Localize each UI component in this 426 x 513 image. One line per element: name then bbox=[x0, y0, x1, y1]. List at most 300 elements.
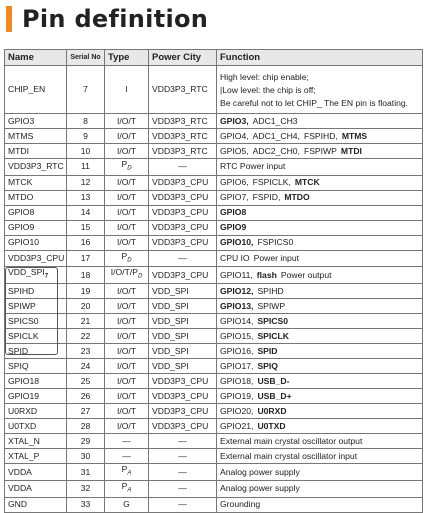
cell-name bbox=[5, 205, 67, 220]
pin-type: I/O/T/P bbox=[110, 267, 138, 278]
cell-function bbox=[217, 159, 423, 176]
cell-type bbox=[105, 129, 149, 144]
table-row bbox=[5, 66, 423, 114]
pin-type: I/O/T bbox=[116, 207, 137, 218]
cell-function bbox=[217, 66, 423, 114]
cell-power bbox=[149, 419, 217, 434]
cell-type bbox=[105, 497, 149, 512]
cell-type bbox=[105, 344, 149, 359]
function-part: SPICLK bbox=[257, 330, 289, 341]
table-row bbox=[5, 220, 423, 235]
pin-name: SPICS0 bbox=[8, 315, 39, 326]
power-domain: VDD_SPI bbox=[152, 360, 189, 371]
power-domain: VDD3P3_CPU bbox=[152, 207, 209, 218]
cell-power bbox=[149, 344, 217, 359]
cell-type bbox=[105, 284, 149, 299]
cell-power bbox=[149, 235, 217, 250]
pin-type-sub: D bbox=[137, 274, 143, 281]
table-row bbox=[5, 449, 423, 464]
cell-type bbox=[105, 464, 149, 481]
pin-name-sub: 7 bbox=[44, 274, 49, 281]
cell-serial bbox=[67, 464, 105, 481]
function-part: ADC1_CH3 bbox=[252, 115, 298, 126]
pin-type: I/O/T bbox=[116, 192, 137, 203]
pin-type-sub: A bbox=[127, 487, 132, 494]
function-line: |Low level: the chip is off; bbox=[220, 84, 316, 95]
table-row bbox=[5, 480, 423, 497]
cell-power bbox=[149, 359, 217, 374]
power-domain: VDD3P3_RTC bbox=[152, 145, 208, 156]
cell-serial bbox=[67, 374, 105, 389]
function-part: FSPIHD, bbox=[303, 130, 338, 141]
pin-name: GPIO8 bbox=[8, 207, 35, 218]
title-row bbox=[6, 2, 208, 36]
pin-name: U0TXD bbox=[8, 420, 37, 431]
pin-name: U0RXD bbox=[8, 405, 38, 416]
table-row bbox=[5, 159, 423, 176]
power-domain: VDD3P3_CPU bbox=[152, 375, 209, 386]
pin-type: I/O/T bbox=[116, 405, 137, 416]
function-part: USB_D+ bbox=[257, 390, 292, 401]
pin-name: XTAL_N bbox=[8, 435, 40, 446]
cell-function bbox=[217, 389, 423, 404]
serial-number: 9 bbox=[83, 130, 88, 141]
serial-number: 31 bbox=[80, 466, 91, 477]
pin-name: MTCK bbox=[8, 177, 33, 188]
cell-type bbox=[105, 314, 149, 329]
pin-type-sub: D bbox=[127, 257, 132, 264]
cell-power bbox=[149, 374, 217, 389]
power-domain: VDD_SPI bbox=[152, 345, 189, 356]
cell-function bbox=[217, 205, 423, 220]
pin-type-sub: D bbox=[127, 165, 132, 172]
serial-number: 15 bbox=[80, 222, 91, 233]
serial-number: 18 bbox=[80, 269, 91, 280]
power-domain: VDD3P3_CPU bbox=[152, 192, 209, 203]
cell-name bbox=[5, 250, 67, 267]
function-part: USB_D- bbox=[257, 375, 290, 386]
function-part: GPIO13, bbox=[220, 300, 254, 311]
cell-name bbox=[5, 404, 67, 419]
cell-power bbox=[149, 464, 217, 481]
cell-name bbox=[5, 114, 67, 129]
pin-type: P bbox=[121, 464, 128, 475]
cell-function bbox=[217, 114, 423, 129]
cell-function bbox=[217, 374, 423, 389]
function-line: High level: chip enable; bbox=[220, 71, 309, 82]
table-row bbox=[5, 329, 423, 344]
pin-type: — bbox=[122, 450, 131, 461]
pin-name: SPIWP bbox=[8, 300, 36, 311]
power-domain: — bbox=[178, 450, 187, 461]
pin-name: GPIO3 bbox=[8, 115, 35, 126]
table-row bbox=[5, 235, 423, 250]
function-part: External main crystal oscillator input bbox=[220, 450, 358, 461]
power-domain: VDD_SPI bbox=[152, 330, 189, 341]
power-domain: VDD3P3_CPU bbox=[152, 420, 209, 431]
cell-power bbox=[149, 190, 217, 205]
cell-serial bbox=[67, 235, 105, 250]
cell-name bbox=[5, 389, 67, 404]
header-function: Function bbox=[217, 50, 423, 66]
power-domain: VDD3P3_RTC bbox=[152, 84, 208, 94]
pin-type: I/O/T bbox=[116, 345, 137, 356]
cell-name bbox=[5, 284, 67, 299]
serial-number: 28 bbox=[80, 420, 91, 431]
serial-number: 21 bbox=[80, 315, 91, 326]
pin-type: G bbox=[123, 499, 130, 510]
pin-type: I/O/T bbox=[116, 222, 137, 233]
table-row bbox=[5, 404, 423, 419]
cell-serial bbox=[67, 114, 105, 129]
cell-name bbox=[5, 359, 67, 374]
function-part: SPIWP bbox=[257, 300, 286, 311]
function-part: External main crystal oscillator output bbox=[220, 435, 363, 446]
function-part: Analog power supply bbox=[220, 466, 300, 477]
cell-type bbox=[105, 267, 149, 284]
cell-power bbox=[149, 220, 217, 235]
cell-power bbox=[149, 404, 217, 419]
function-part: MTDO bbox=[284, 192, 310, 203]
header-serial: Serial No bbox=[67, 50, 105, 66]
function-part: U0RXD bbox=[257, 405, 287, 416]
serial-number: 26 bbox=[80, 390, 91, 401]
serial-number: 16 bbox=[80, 237, 91, 248]
cell-name bbox=[5, 497, 67, 512]
cell-function bbox=[217, 267, 423, 284]
cell-function bbox=[217, 449, 423, 464]
cell-name bbox=[5, 299, 67, 314]
table-row bbox=[5, 359, 423, 374]
cell-type bbox=[105, 299, 149, 314]
function-part: GPIO16, bbox=[220, 345, 254, 356]
cell-function bbox=[217, 175, 423, 190]
pin-name: MTDO bbox=[8, 192, 34, 203]
cell-name bbox=[5, 329, 67, 344]
header-power: Power City bbox=[149, 50, 217, 66]
function-part: flash bbox=[256, 269, 277, 280]
cell-function bbox=[217, 129, 423, 144]
cell-serial bbox=[67, 175, 105, 190]
pin-name: SPIQ bbox=[8, 360, 29, 371]
cell-power bbox=[149, 175, 217, 190]
cell-serial bbox=[67, 267, 105, 284]
pin-name: SPICLK bbox=[8, 330, 39, 341]
power-domain: VDD3P3_CPU bbox=[152, 177, 209, 188]
cell-power bbox=[149, 66, 217, 114]
cell-function bbox=[217, 419, 423, 434]
serial-number: 29 bbox=[80, 435, 91, 446]
pin-name: VDD_SPI bbox=[8, 267, 45, 278]
cell-name bbox=[5, 449, 67, 464]
function-part: GPIO18, bbox=[220, 375, 254, 386]
pin-type: I/O/T bbox=[116, 145, 137, 156]
cell-name bbox=[5, 419, 67, 434]
function-part: GPIO14, bbox=[220, 315, 254, 326]
cell-name bbox=[5, 344, 67, 359]
cell-function bbox=[217, 250, 423, 267]
cell-type bbox=[105, 359, 149, 374]
cell-function bbox=[217, 190, 423, 205]
cell-serial bbox=[67, 250, 105, 267]
cell-serial bbox=[67, 480, 105, 497]
function-line: Be careful not to let CHIP_ The EN pin is floating. bbox=[220, 97, 409, 108]
pin-name: GPIO19 bbox=[8, 390, 40, 401]
table-row bbox=[5, 464, 423, 481]
serial-number: 10 bbox=[80, 145, 91, 156]
cell-power bbox=[149, 129, 217, 144]
cell-name bbox=[5, 66, 67, 114]
cell-function bbox=[217, 434, 423, 449]
table-row bbox=[5, 205, 423, 220]
pin-name: SPID bbox=[8, 345, 29, 356]
function-part: ADC1_CH4, bbox=[252, 130, 300, 141]
table-row bbox=[5, 144, 423, 159]
serial-number: 32 bbox=[80, 483, 91, 494]
power-domain: — bbox=[178, 499, 187, 510]
function-part: SPIQ bbox=[257, 360, 278, 371]
serial-number: 27 bbox=[80, 405, 91, 416]
function-part: CPU IO bbox=[220, 253, 250, 264]
pin-type: I/O/T bbox=[116, 300, 137, 311]
function-part: Power input bbox=[253, 253, 299, 264]
table-row bbox=[5, 190, 423, 205]
cell-power bbox=[149, 114, 217, 129]
cell-function bbox=[217, 284, 423, 299]
cell-name bbox=[5, 144, 67, 159]
cell-serial bbox=[67, 205, 105, 220]
pin-table-body bbox=[5, 66, 423, 513]
cell-serial bbox=[67, 344, 105, 359]
cell-serial bbox=[67, 314, 105, 329]
cell-power bbox=[149, 267, 217, 284]
cell-serial bbox=[67, 449, 105, 464]
power-domain: VDD_SPI bbox=[152, 300, 189, 311]
function-part: MTCK bbox=[294, 177, 320, 188]
pin-name: GPIO10 bbox=[8, 237, 40, 248]
cell-function bbox=[217, 144, 423, 159]
serial-number: 23 bbox=[80, 345, 91, 356]
cell-type bbox=[105, 250, 149, 267]
cell-function bbox=[217, 480, 423, 497]
pin-type: P bbox=[121, 480, 128, 491]
pin-type: I bbox=[125, 84, 128, 94]
function-part: GPIO17, bbox=[220, 360, 254, 371]
cell-power bbox=[149, 144, 217, 159]
pin-type: I/O/T bbox=[116, 360, 137, 371]
cell-power bbox=[149, 205, 217, 220]
cell-type bbox=[105, 235, 149, 250]
function-part: MTDI bbox=[340, 145, 362, 156]
pin-name: MTDI bbox=[8, 145, 30, 156]
cell-serial bbox=[67, 434, 105, 449]
serial-number: 20 bbox=[80, 300, 91, 311]
power-domain: — bbox=[178, 466, 187, 477]
cell-type bbox=[105, 190, 149, 205]
pin-type: I/O/T bbox=[116, 130, 137, 141]
table-row bbox=[5, 344, 423, 359]
cell-function bbox=[217, 344, 423, 359]
function-part: GPIO15, bbox=[220, 330, 254, 341]
function-part: MTMS bbox=[341, 130, 368, 141]
function-part: GPIO19, bbox=[220, 390, 254, 401]
cell-power bbox=[149, 389, 217, 404]
cell-type bbox=[105, 449, 149, 464]
pin-type: I/O/T bbox=[116, 330, 137, 341]
cell-function bbox=[217, 299, 423, 314]
function-part: ADC2_CH0, bbox=[252, 145, 300, 156]
cell-type bbox=[105, 205, 149, 220]
cell-serial bbox=[67, 497, 105, 512]
cell-function bbox=[217, 220, 423, 235]
pin-name: XTAL_P bbox=[8, 450, 40, 461]
pin-type: I/O/T bbox=[116, 237, 137, 248]
cell-function bbox=[217, 497, 423, 512]
function-part: RTC Power input bbox=[220, 161, 286, 172]
cell-power bbox=[149, 497, 217, 512]
cell-name bbox=[5, 190, 67, 205]
pin-name: VDDA bbox=[8, 483, 32, 494]
serial-number: 30 bbox=[80, 450, 91, 461]
serial-number: 19 bbox=[80, 285, 91, 296]
table-row bbox=[5, 175, 423, 190]
function-part: FSPID, bbox=[252, 192, 281, 203]
table-row bbox=[5, 299, 423, 314]
cell-function bbox=[217, 235, 423, 250]
cell-serial bbox=[67, 144, 105, 159]
pin-name: CHIP_EN bbox=[8, 84, 46, 94]
power-domain: — bbox=[178, 483, 187, 494]
pin-name: GPIO18 bbox=[8, 375, 40, 386]
cell-type bbox=[105, 404, 149, 419]
function-part: GPIO8 bbox=[220, 207, 247, 218]
cell-serial bbox=[67, 359, 105, 374]
power-domain: VDD_SPI bbox=[152, 315, 189, 326]
cell-function bbox=[217, 359, 423, 374]
function-part: SPICS0 bbox=[257, 315, 289, 326]
function-part: Power output bbox=[280, 269, 332, 280]
pin-name: MTMS bbox=[8, 130, 34, 141]
cell-serial bbox=[67, 66, 105, 114]
cell-name bbox=[5, 434, 67, 449]
cell-name bbox=[5, 220, 67, 235]
cell-type bbox=[105, 159, 149, 176]
power-domain: VDD3P3_CPU bbox=[152, 390, 209, 401]
function-part: GPIO7, bbox=[220, 192, 249, 203]
function-part: GPIO9 bbox=[220, 222, 247, 233]
serial-number: 13 bbox=[80, 192, 91, 203]
cell-name bbox=[5, 175, 67, 190]
table-row bbox=[5, 114, 423, 129]
cell-power bbox=[149, 434, 217, 449]
header-type: Type bbox=[105, 50, 149, 66]
cell-serial bbox=[67, 190, 105, 205]
cell-function bbox=[217, 404, 423, 419]
cell-name bbox=[5, 267, 67, 284]
cell-power bbox=[149, 449, 217, 464]
function-part: Grounding bbox=[220, 499, 261, 510]
cell-type bbox=[105, 66, 149, 114]
pin-type: I/O/T bbox=[116, 420, 137, 431]
cell-name bbox=[5, 480, 67, 497]
table-row bbox=[5, 284, 423, 299]
cell-serial bbox=[67, 419, 105, 434]
serial-number: 11 bbox=[81, 161, 90, 172]
table-row bbox=[5, 129, 423, 144]
function-part: GPIO21, bbox=[220, 420, 254, 431]
function-part: FSPICS0 bbox=[257, 237, 294, 248]
cell-power bbox=[149, 480, 217, 497]
cell-serial bbox=[67, 159, 105, 176]
power-domain: — bbox=[178, 253, 187, 264]
function-part: GPIO5, bbox=[220, 145, 249, 156]
power-domain: — bbox=[178, 435, 187, 446]
cell-power bbox=[149, 314, 217, 329]
cell-power bbox=[149, 329, 217, 344]
power-domain: VDD_SPI bbox=[152, 285, 189, 296]
function-part: GPIO10, bbox=[220, 237, 254, 248]
serial-number: 33 bbox=[80, 499, 91, 510]
function-part: Analog power supply bbox=[220, 483, 300, 494]
cell-type bbox=[105, 220, 149, 235]
table-row bbox=[5, 374, 423, 389]
table-row bbox=[5, 434, 423, 449]
cell-name bbox=[5, 129, 67, 144]
table-row bbox=[5, 419, 423, 434]
cell-power bbox=[149, 299, 217, 314]
cell-type bbox=[105, 389, 149, 404]
cell-name bbox=[5, 159, 67, 176]
power-domain: VDD3P3_CPU bbox=[152, 222, 209, 233]
pin-type: I/O/T bbox=[116, 375, 137, 386]
cell-serial bbox=[67, 284, 105, 299]
table-row bbox=[5, 267, 423, 284]
cell-power bbox=[149, 284, 217, 299]
cell-serial bbox=[67, 404, 105, 419]
pin-type: I/O/T bbox=[116, 115, 137, 126]
serial-number: 7 bbox=[83, 84, 88, 94]
pin-type: P bbox=[121, 159, 128, 169]
function-part: FSPIWP bbox=[303, 145, 337, 156]
pin-name: VDDA bbox=[8, 466, 32, 477]
serial-number: 8 bbox=[83, 115, 88, 126]
function-part: GPIO20, bbox=[220, 405, 254, 416]
power-domain: VDD3P3_CPU bbox=[152, 405, 209, 416]
power-domain: VDD3P3_CPU bbox=[152, 269, 209, 280]
serial-number: 17 bbox=[80, 253, 91, 264]
pin-table bbox=[4, 49, 423, 513]
cell-name bbox=[5, 314, 67, 329]
function-part: GPIO6, bbox=[220, 177, 249, 188]
cell-type bbox=[105, 329, 149, 344]
function-part: GPIO11, bbox=[220, 269, 253, 280]
power-domain: VDD3P3_CPU bbox=[152, 237, 209, 248]
table-row bbox=[5, 497, 423, 512]
function-part: SPID bbox=[257, 345, 278, 356]
cell-name bbox=[5, 374, 67, 389]
power-domain: VDD3P3_RTC bbox=[152, 115, 208, 126]
cell-type bbox=[105, 480, 149, 497]
serial-number: 12 bbox=[80, 177, 91, 188]
cell-name bbox=[5, 464, 67, 481]
table-header-row bbox=[5, 50, 423, 66]
table-row bbox=[5, 389, 423, 404]
cell-serial bbox=[67, 389, 105, 404]
function-part: U0TXD bbox=[257, 420, 286, 431]
power-domain: VDD3P3_RTC bbox=[152, 130, 208, 141]
serial-number: 24 bbox=[80, 360, 91, 371]
cell-power bbox=[149, 159, 217, 176]
